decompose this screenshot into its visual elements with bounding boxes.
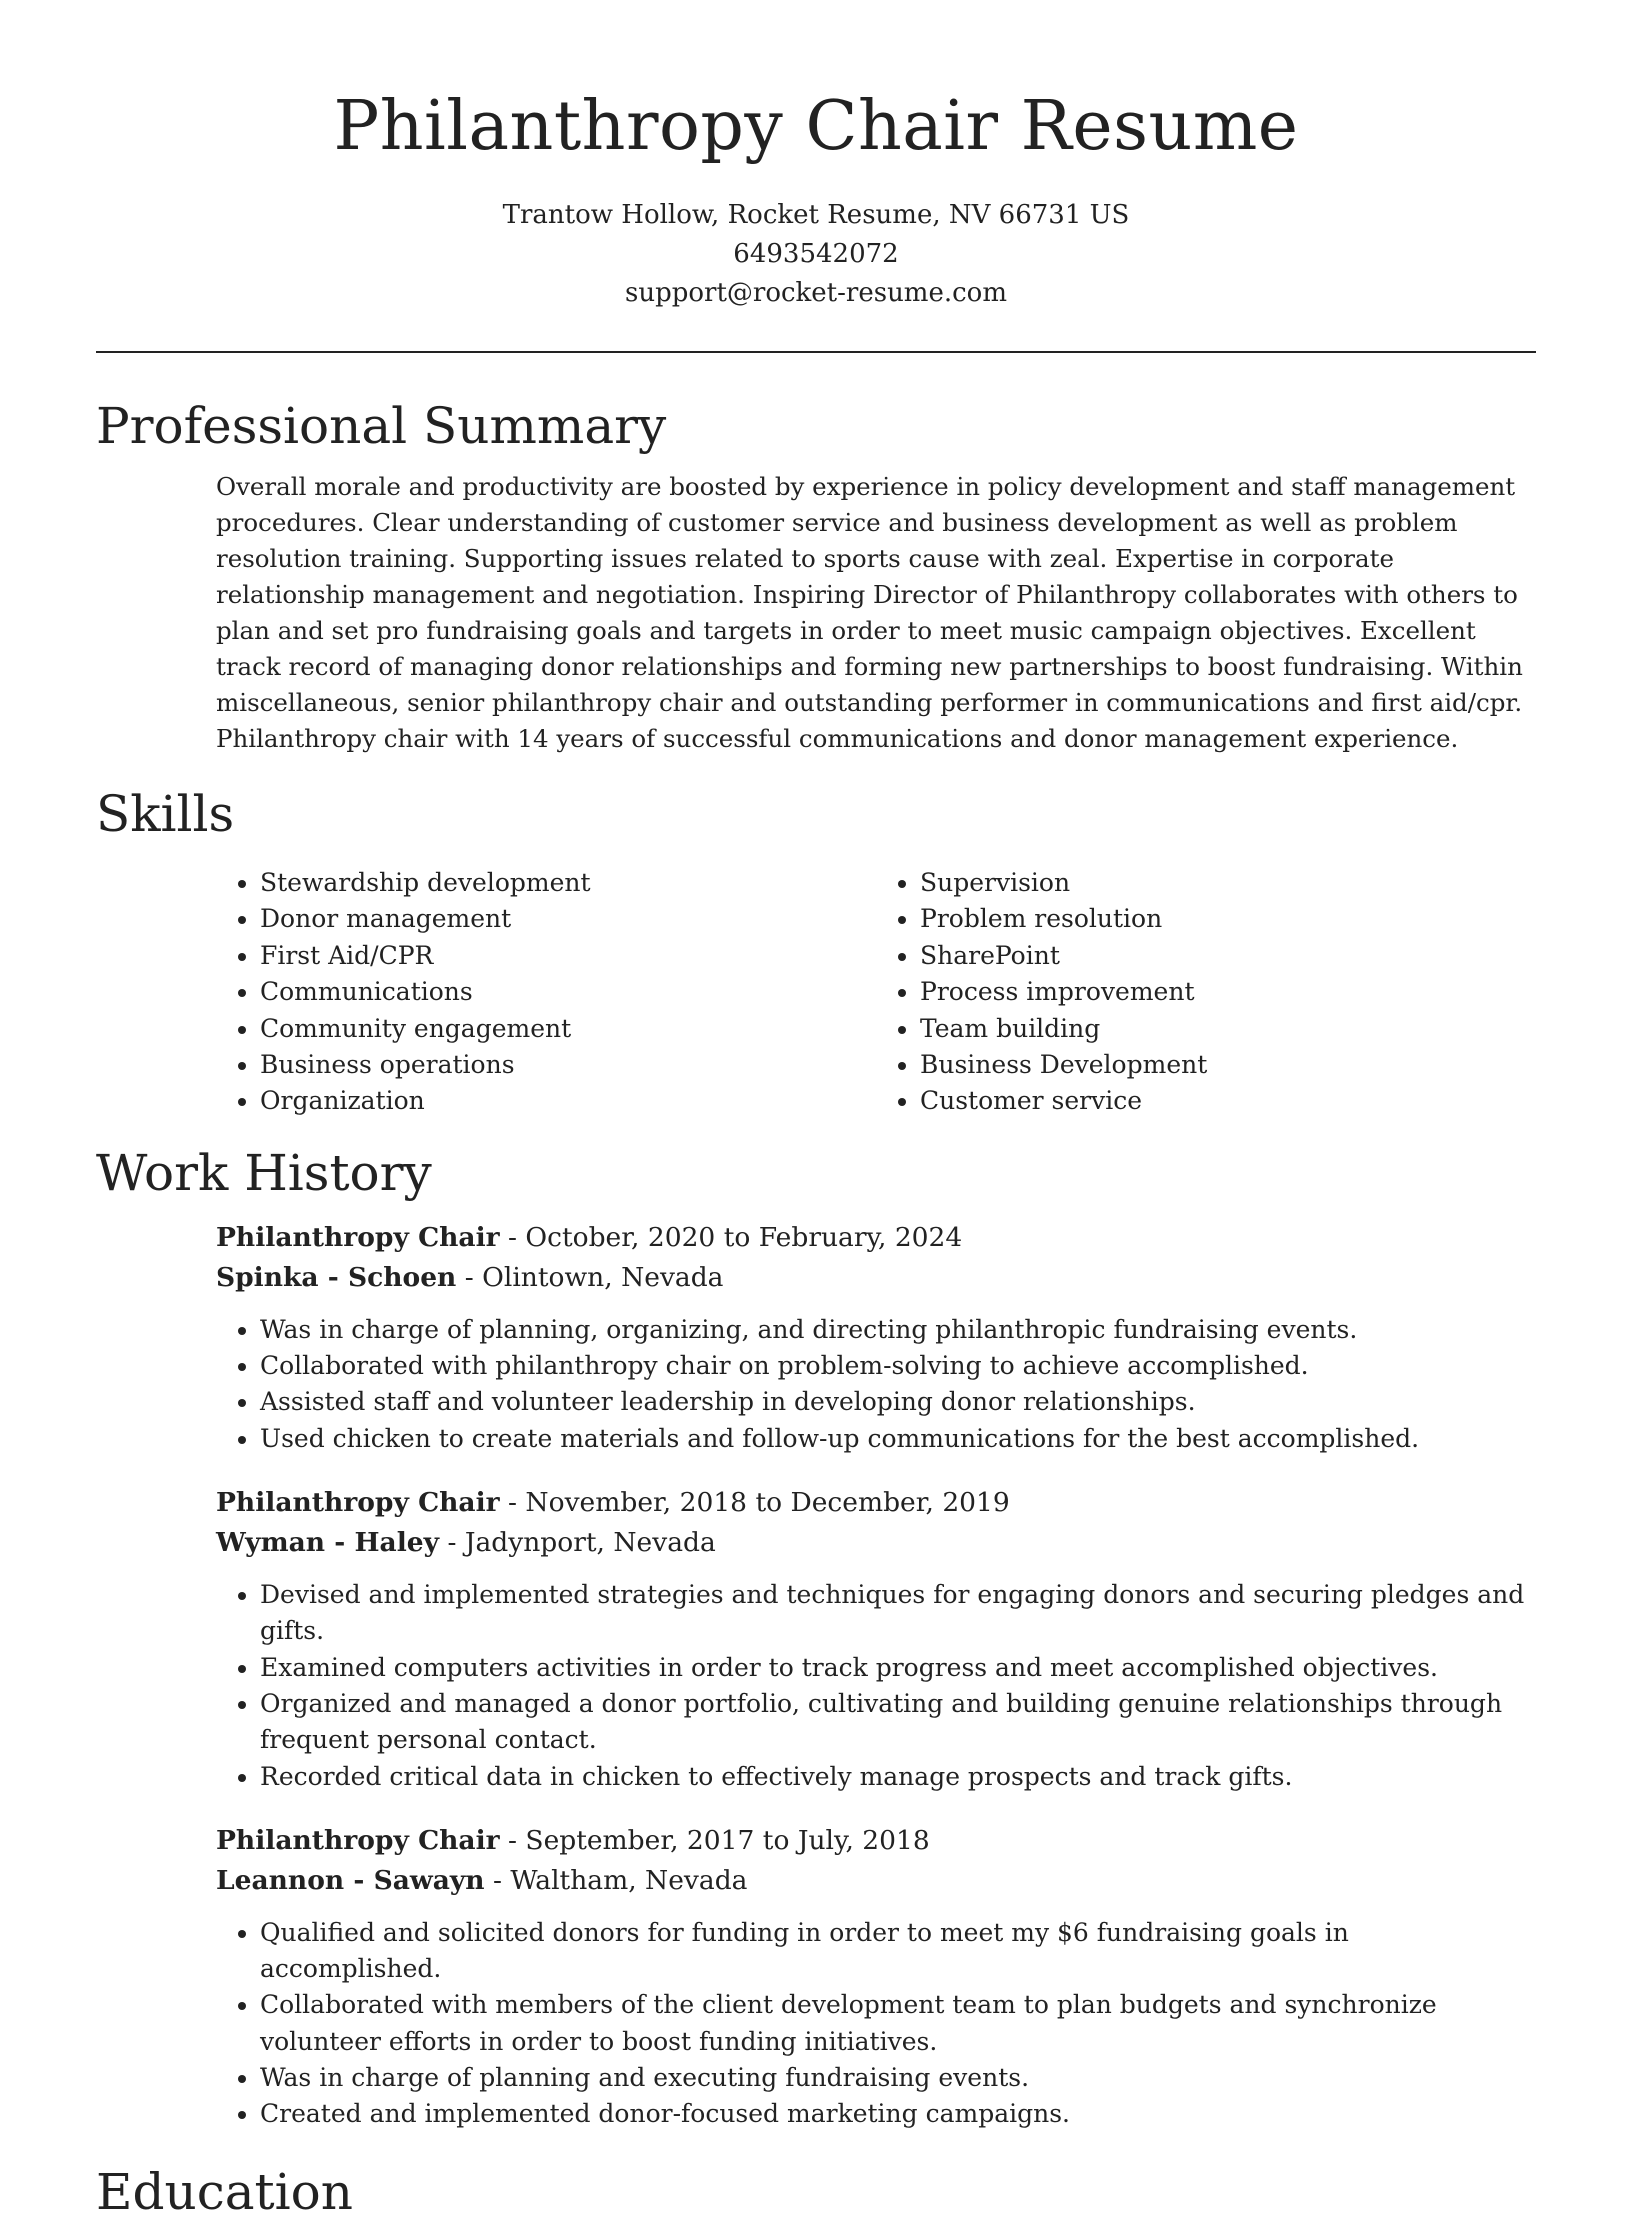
- skill-item: • Supervision: [920, 865, 1536, 901]
- duty-item: • Qualified and solicited donors for funding in order to meet my $6 fundraising goals in accomplished.: [260, 1915, 1536, 1988]
- header-divider: [96, 351, 1536, 353]
- duty-item: • Collaborated with members of the client development team to plan budgets and synchronize volunteer efforts in order to boost funding initiatives.: [260, 1987, 1536, 2060]
- skill-item: • Community engagement: [260, 1011, 876, 1047]
- duty-item: • Used chicken to create materials and follow-up communications for the best accomplished.: [260, 1421, 1536, 1457]
- job-company: Leannon - Sawayn: [216, 1864, 485, 1896]
- job-duties: [216, 1312, 1536, 1457]
- job-location: - Olintown, Nevada: [456, 1261, 724, 1293]
- job-location: - Waltham, Nevada: [484, 1864, 748, 1896]
- job-company: Spinka - Schoen: [216, 1261, 457, 1293]
- skill-item: • Problem resolution: [920, 901, 1536, 937]
- resume-page: [96, 0, 1536, 2223]
- education-heading: Education: [96, 2162, 353, 2221]
- skills-list: [216, 865, 1536, 1120]
- duty-item: • Assisted staff and volunteer leadership in developing donor relationships.: [260, 1384, 1536, 1420]
- contact-block: [96, 196, 1536, 313]
- duty-item: • Collaborated with philanthropy chair on problem-solving to achieve accomplished.: [260, 1348, 1536, 1384]
- skill-item: • Business Development: [920, 1047, 1536, 1083]
- skill-item: • Stewardship development: [260, 865, 876, 901]
- duty-item: • Examined computers activities in order to track progress and meet accomplished objectives.: [260, 1650, 1536, 1686]
- job-duties: [216, 1915, 1536, 2133]
- contact-phone: 6493542072: [733, 239, 899, 269]
- skill-item: • Customer service: [920, 1083, 1536, 1119]
- job-company-line: [216, 1258, 1536, 1298]
- skill-item: • Business operations: [260, 1047, 876, 1083]
- duty-item: • Was in charge of planning, organizing, and directing philanthropic fundraising events.: [260, 1312, 1536, 1348]
- skills-column-right: [876, 865, 1536, 1120]
- skill-item: • Organization: [260, 1083, 876, 1119]
- skill-item: • Donor management: [260, 901, 876, 937]
- duty-item: • Was in charge of planning and executing fundraising events.: [260, 2060, 1536, 2096]
- job-title-line: [216, 1483, 1536, 1523]
- job-entry: [216, 1821, 1536, 2133]
- skill-item: • Communications: [260, 974, 876, 1010]
- job-role: Philanthropy Chair: [216, 1824, 500, 1856]
- job-duties: [216, 1577, 1536, 1795]
- skill-item: • Team building: [920, 1011, 1536, 1047]
- job-role: Philanthropy Chair: [216, 1221, 500, 1253]
- job-role: Philanthropy Chair: [216, 1487, 500, 1519]
- job-title-line: [216, 1218, 1536, 1258]
- duty-item: • Organized and managed a donor portfolio, cultivating and building genuine relationships through frequent personal contact.: [260, 1686, 1536, 1759]
- job-dates: - November, 2018 to December, 2019: [499, 1487, 1010, 1519]
- job-dates: - September, 2017 to July, 2018: [499, 1824, 930, 1856]
- resume-header: [96, 0, 1536, 313]
- contact-email: support@rocket-resume.com: [624, 278, 1007, 308]
- job-location: - Jadynport, Nevada: [439, 1527, 716, 1559]
- duty-item: • Created and implemented donor-focused marketing campaigns.: [260, 2096, 1536, 2132]
- job-title-line: [216, 1821, 1536, 1861]
- duty-item: • Devised and implemented strategies and techniques for engaging donors and securing pledges and gifts.: [260, 1577, 1536, 1650]
- skills-heading: Skills: [96, 785, 235, 843]
- job-dates: - October, 2020 to February, 2024: [499, 1221, 963, 1253]
- skill-item: • SharePoint: [920, 938, 1536, 974]
- duty-item: • Recorded critical data in chicken to effectively manage prospects and track gifts.: [260, 1759, 1536, 1795]
- summary-text: Overall morale and productivity are boosted by experience in policy development and staff management procedures. Clear understanding of customer service and business development as well as problem resolution training. Supporting issues related to sports cause with zeal. Expertise in corporate relationship management and negotiation. Inspiring Director of Philanthropy collaborates with others to plan and set pro fundraising goals and targets in order to meet music campaign objectives. Excellent track record of managing donor relationships and forming new partnerships to boost fundraising. Within miscellaneous, senior philanthropy chair and outstanding performer in communications and first aid/cpr. Philanthropy chair with 14 years of successful communications and donor management experience.: [216, 472, 1523, 753]
- skill-item: • First Aid/CPR: [260, 938, 876, 974]
- summary-heading: Professional Summary: [96, 397, 667, 455]
- job-company-line: [216, 1523, 1536, 1563]
- job-entry: [216, 1483, 1536, 1795]
- skills-column-left: [216, 865, 876, 1120]
- job-company: Wyman - Haley: [216, 1527, 440, 1559]
- skill-item: • Process improvement: [920, 974, 1536, 1010]
- job-entry: [216, 1218, 1536, 1457]
- contact-address: Trantow Hollow, Rocket Resume, NV 66731 US: [502, 200, 1130, 230]
- work-history-heading: Work History: [96, 1143, 432, 1202]
- job-company-line: [216, 1861, 1536, 1901]
- resume-title: Philanthropy Chair Resume: [333, 87, 1299, 166]
